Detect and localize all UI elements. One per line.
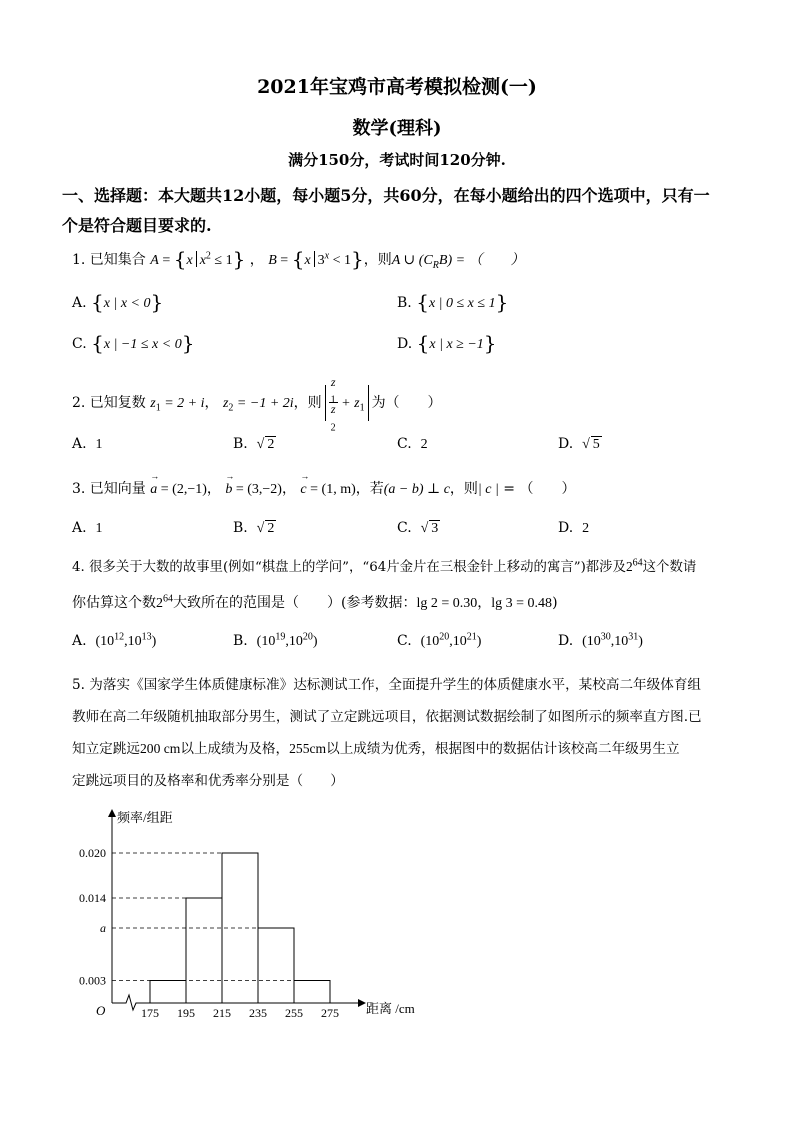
q2-option-c[interactable]: C. 2 <box>397 436 428 452</box>
x-tick-label-3: 235 <box>249 1006 267 1020</box>
q1-eq-b: = <box>276 253 292 268</box>
q3-abs-c: | c | <box>477 482 499 497</box>
question-1: 1. 已知集合 A = {x $x^2 \le 1$} ， B = {x $3^x < 1$}，则A ∪ $(C_RB)$ = （ ） <box>72 247 525 271</box>
x-tick-label-1: 195 <box>177 1006 195 1020</box>
q4-option-c[interactable]: C. $(10^{20},10^{21})$ <box>397 631 482 649</box>
histogram-bar-3 <box>258 928 294 1003</box>
frequency-histogram <box>60 805 440 1030</box>
q1-option-b[interactable]: B. {x | 0 ≤ x ≤ 1} <box>397 290 509 314</box>
x-tick-label-4: 255 <box>285 1006 303 1020</box>
q1-eq-a: = <box>158 253 174 268</box>
q1-option-c[interactable]: C. {x | −1 ≤ x < 0} <box>72 331 195 355</box>
q5-pass-threshold: 200 cm <box>139 741 181 756</box>
x-tick-label-2: 215 <box>213 1006 231 1020</box>
q3-vector-c: → c <box>300 482 306 497</box>
q3-perp-condition: (a − b) ⊥ c <box>383 482 450 497</box>
histogram-bar-1 <box>186 898 222 1003</box>
q1-cond-b-exp: x <box>324 250 330 262</box>
x-tick-label-0: 175 <box>141 1006 159 1020</box>
q2-option-d[interactable]: D. √ 5 <box>558 436 600 452</box>
question-4-line1: 4. 很多关于大数的故事里(例如“棋盘上的学问”，“64片金片在三根金针上移动的寓言”)都涉及$2^{64}$这个数请 <box>72 557 697 575</box>
x-tick-label-5: 275 <box>321 1006 339 1020</box>
q3-option-d[interactable]: D. 2 <box>558 520 590 536</box>
q4-option-d[interactable]: D. $(10^{30},10^{31})$ <box>558 631 643 649</box>
y-tick-label-1: 0.014 <box>79 891 106 905</box>
page-subtitle: 数学(理科) <box>352 118 442 139</box>
q1-cond-a-exp: 2 <box>205 250 211 262</box>
question-5-line2: 教师在高二年级随机抽取部分男生，测试了立定跳远项目，依据测试数据绘制了如图所示的频率直方图.已 <box>72 709 702 725</box>
q5-excellent-threshold: 255cm <box>289 741 327 756</box>
exam-info: 满分150分，考试时间120分钟. <box>288 151 506 169</box>
origin-label: O <box>96 1003 106 1018</box>
question-2: 2. 已知复数 $z_1 = 2 + i$， $z_2 = -1 + 2i$，则 z $_1$ z $_2$ + $z_1$ 为（ ） <box>72 375 442 433</box>
q1-ask: ，则 <box>363 252 392 268</box>
q2-z1: z <box>150 395 156 411</box>
question-5-line3: 知立定跳远200 cm以上成绩为及格，255cm以上成绩为优秀，根据图中的数据估计该校高二年级男生立 <box>72 741 680 757</box>
y-tick-label-3: 0.003 <box>79 973 106 988</box>
histogram-bar-4 <box>294 981 330 1004</box>
x-axis-label: 距离 /cm <box>366 1001 415 1016</box>
q1-cond-a: x <box>199 253 206 268</box>
q1-option-d[interactable]: D. {x | x ≥ −1} <box>397 331 497 355</box>
q1-set-b: B <box>268 253 277 268</box>
q1-var-x: x <box>186 253 193 268</box>
q1-option-a[interactable]: A. {x | x < 0} <box>72 290 164 314</box>
q1-union: A ∪ (C <box>391 253 433 268</box>
q3-vector-a: → a <box>150 482 157 497</box>
q1-sep: ， <box>249 252 264 268</box>
q1-cond-b: 3 <box>317 253 325 268</box>
y-tick-label-0: 0.020 <box>79 846 106 860</box>
q1-complement-sub: R <box>432 259 439 271</box>
q3-option-c[interactable]: C. √ 3 <box>397 520 439 536</box>
q2-option-b[interactable]: B. √ 2 <box>233 436 275 452</box>
q2-option-a[interactable]: A. 1 <box>72 436 103 452</box>
q2-z2: z <box>222 395 229 411</box>
section-heading-line1: 一、选择题：本大题共12小题，每小题5分，共60分，在每小题给出的四个选项中，只有一 <box>62 186 710 205</box>
q3-option-b[interactable]: B. √ 2 <box>233 520 275 536</box>
question-5-line4: 定跳远项目的及格率和优秀率分别是（ ） <box>72 773 344 789</box>
q1-set-a: A <box>150 253 159 268</box>
q3-prefix: 3. 已知向量 <box>72 481 146 497</box>
q1-tail: B) = （ ） <box>438 253 525 268</box>
page-title: 2021年宝鸡市高考模拟检测(一) <box>257 76 537 98</box>
y-axis-label: 频率/组距 <box>117 810 173 825</box>
histogram-bar-0 <box>150 981 186 1004</box>
q3-option-a[interactable]: A. 1 <box>72 520 103 536</box>
q1-var-x-b: x <box>304 253 311 268</box>
q1-cond-b-rest: < 1 <box>329 253 352 268</box>
q2-fraction: z $_1$ z $_2$ <box>330 375 336 433</box>
y-tick-label-2: a <box>100 921 106 935</box>
q3-vector-b: → b <box>225 482 232 497</box>
question-3: 3. 已知向量 → a = (2,−1)， → b = (3,−2)， → c = (1, m)，若(a − b) ⊥ c，则| c | = （ ） <box>72 478 575 498</box>
q1-cond-a-rest: ≤ 1 <box>210 253 233 268</box>
question-5-line1: 5. 为落实《国家学生体质健康标准》达标测试工作，全面提升学生的体质健康水平，某校高二年级体育组 <box>72 677 702 693</box>
q4-option-b[interactable]: B. $(10^{19},10^{20})$ <box>233 631 318 649</box>
q2-prefix: 2. 已知复数 <box>72 394 146 411</box>
q4-option-a[interactable]: A. $(10^{12},10^{13})$ <box>72 631 157 649</box>
q1-prefix: 1. 已知集合 <box>72 252 146 268</box>
section-heading-line2: 个是符合题目要求的. <box>62 216 212 235</box>
question-4-line2: 你估算这个数$2^{64}$大致所在的范围是（ ）(参考数据：lg 2 = 0.30，lg 3 = 0.48) <box>72 593 558 611</box>
q2-tail: 为（ ） <box>371 394 442 411</box>
